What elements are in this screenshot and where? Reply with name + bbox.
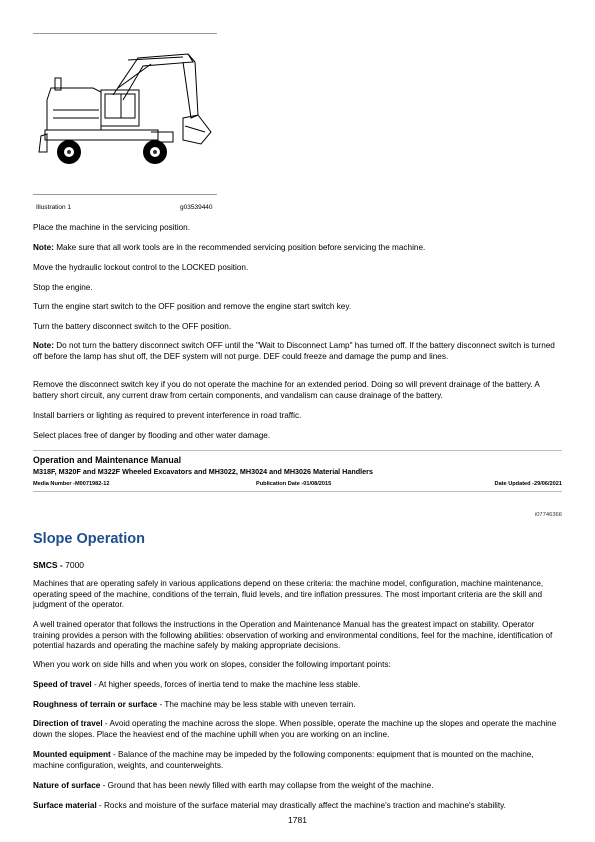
publication-date: Publication Date -01/08/2015: [256, 481, 332, 487]
note-work-tools: Note: Make sure that all work tools are in the recommended servicing position before servicing the machine.: [33, 243, 426, 252]
point-nature-of-surface: Nature of surface - Ground that has been newly filled with earth may collapse from the weight of the machine.: [33, 781, 434, 790]
point-direction-of-travel: Direction of travel - Avoid operating the machine across the slope. When possible, operate the machine up the slopes and operate the machine down the slopes. Place the heaviest end of the machine uphill when you are working on an incline.: [33, 719, 557, 739]
paragraph-stop-engine: Stop the engine.: [33, 283, 93, 292]
paragraph-hydraulic-lockout: Move the hydraulic lockout control to the LOCKED position.: [33, 263, 249, 272]
illustration-top-rule: [33, 33, 217, 34]
section-title: Slope Operation: [33, 531, 145, 547]
point-mounted-equipment: Mounted equipment - Balance of the machine may be impeded by the following components: equipment that is mounted on the machine, machine configuration, weights, and counterweights.: [33, 750, 534, 770]
date-updated: Date Updated -29/06/2021: [494, 481, 562, 487]
paragraph-side-hills: When you work on side hills and when you work on slopes, consider the following important points:: [33, 660, 391, 669]
paragraph-remove-key: Remove the disconnect switch key if you do not operate the machine for an extended period. Doing so will prevent drainage of the battery. A battery short circuit, any current draw from certain components, and vandalism can cause drainage of the battery.: [33, 380, 540, 400]
document-id: i07746366: [534, 512, 562, 518]
paragraph-install-barriers: Install barriers or lighting as required to prevent interference in road traffic.: [33, 411, 302, 420]
paragraph-engine-start-switch: Turn the engine start switch to the OFF position and remove the engine start switch key.: [33, 302, 352, 311]
manual-subtitle: M318F, M320F and M322F Wheeled Excavators and MH3022, MH3024 and MH3026 Material Handlers: [33, 467, 373, 476]
note-disconnect-lamp: Note: Do not turn the battery disconnect switch OFF until the "Wait to Disconnect Lamp" has turned off. If the battery disconnect switch is turned off before the lamp has shut off, the DEF system will not purge. DEF could freeze and damage the pump and lines.: [33, 341, 555, 361]
illustration-caption-code: g03539440: [180, 204, 213, 211]
smcs-code: SMCS - 7000: [33, 560, 85, 570]
illustration-caption-label: Illustration 1: [36, 204, 72, 211]
paragraph-trained-operator: A well trained operator that follows the instructions in the Operation and Maintenance Manual has the greatest impact on stability. Operator training provides a person with the following abilities: observation of working and environmental conditions, feel for the machine, identification of potential hazards and operating the machine safely by making appropriate decisions.: [33, 620, 553, 650]
point-roughness-of-terrain: Roughness of terrain or surface - The machine may be less stable with uneven terrain.: [33, 700, 356, 709]
manual-title: Operation and Maintenance Manual: [33, 455, 182, 465]
wheeled-excavator-illustration: [33, 40, 223, 190]
media-number: Media Number -M0071982-12: [33, 481, 110, 487]
point-surface-material: Surface material - Rocks and moisture of the surface material may drastically affect the machine's traction and machine's stability.: [33, 801, 506, 810]
manual-header-bottom-rule: [33, 491, 562, 492]
illustration-bottom-rule: [33, 194, 217, 195]
point-speed-of-travel: Speed of travel - At higher speeds, forces of inertia tend to make the machine less stable.: [33, 680, 361, 689]
paragraph-servicing-position: Place the machine in the servicing position.: [33, 223, 191, 232]
paragraph-select-places: Select places free of danger by flooding and other water damage.: [33, 431, 271, 440]
paragraph-battery-disconnect: Turn the battery disconnect switch to the OFF position.: [33, 322, 232, 331]
page-number: 1781: [288, 815, 307, 825]
manual-header-rule: [33, 450, 562, 451]
paragraph-criteria: Machines that are operating safely in various applications depend on these criteria: the machine model, configuration, machine maintenance, operating speed of the machine, conditions of the terrain, fluid levels, and tire inflation pressures. The most important criteria are the skill and judgment of the operator.: [33, 579, 544, 609]
